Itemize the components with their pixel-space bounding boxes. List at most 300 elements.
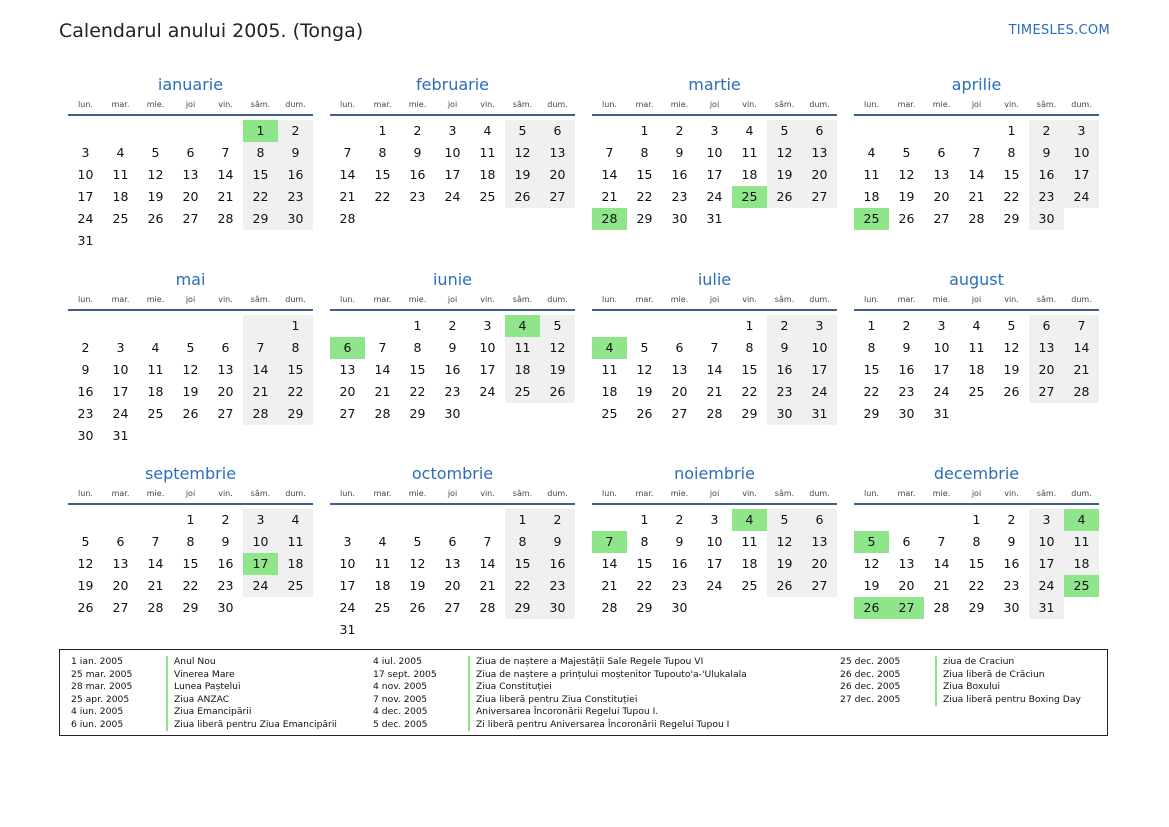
- day-cell[interactable]: 5: [81, 534, 90, 549]
- day-cell[interactable]: 1: [378, 123, 387, 138]
- day-cell[interactable]: 18: [374, 578, 391, 593]
- day-cell[interactable]: 27: [933, 211, 950, 226]
- day-cell[interactable]: 16: [540, 553, 575, 575]
- day-cell[interactable]: 27: [182, 211, 199, 226]
- day-cell[interactable]: 18: [278, 553, 313, 575]
- day-cell[interactable]: 10: [933, 340, 950, 355]
- day-cell[interactable]: 5: [1007, 318, 1016, 333]
- day-cell[interactable]: 22: [182, 578, 199, 593]
- day-cell[interactable]: 15: [636, 167, 653, 182]
- day-cell[interactable]: 2: [767, 315, 802, 337]
- day-cell[interactable]: 18: [968, 362, 985, 377]
- day-cell[interactable]: 7: [221, 145, 230, 160]
- day-cell[interactable]: 12: [77, 556, 94, 571]
- day-cell[interactable]: 9: [413, 145, 422, 160]
- day-cell[interactable]: 15: [636, 556, 653, 571]
- day-cell[interactable]: 9: [448, 340, 457, 355]
- day-cell[interactable]: 23: [217, 578, 234, 593]
- day-cell[interactable]: 18: [505, 359, 540, 381]
- day-cell[interactable]: 14: [479, 556, 496, 571]
- day-cell[interactable]: 23: [1029, 186, 1064, 208]
- day-cell[interactable]: 1: [1007, 123, 1016, 138]
- day-cell[interactable]: 26: [767, 186, 802, 208]
- day-cell[interactable]: 9: [675, 534, 684, 549]
- day-cell[interactable]: 19: [540, 359, 575, 381]
- day-cell[interactable]: 22: [636, 189, 653, 204]
- day-cell[interactable]: 16: [444, 362, 461, 377]
- day-cell[interactable]: 21: [217, 189, 234, 204]
- day-cell[interactable]: 26: [767, 575, 802, 597]
- day-cell[interactable]: 22: [1003, 189, 1020, 204]
- day-cell[interactable]: 13: [444, 556, 461, 571]
- day-cell[interactable]: 26: [854, 597, 889, 619]
- day-cell[interactable]: 15: [505, 553, 540, 575]
- day-cell[interactable]: 14: [243, 359, 278, 381]
- day-cell[interactable]: 20: [1029, 359, 1064, 381]
- day-cell[interactable]: 25: [505, 381, 540, 403]
- day-cell[interactable]: 23: [898, 384, 915, 399]
- day-cell[interactable]: 20: [444, 578, 461, 593]
- day-cell[interactable]: 28: [933, 600, 950, 615]
- day-cell[interactable]: 3: [116, 340, 125, 355]
- day-cell[interactable]: 29: [863, 406, 880, 421]
- day-cell[interactable]: 14: [217, 167, 234, 182]
- day-cell[interactable]: 12: [767, 531, 802, 553]
- day-cell[interactable]: 26: [77, 600, 94, 615]
- day-cell[interactable]: 26: [1003, 384, 1020, 399]
- day-cell[interactable]: 9: [221, 534, 230, 549]
- day-cell[interactable]: 13: [1029, 337, 1064, 359]
- day-cell[interactable]: 20: [933, 189, 950, 204]
- day-cell[interactable]: 22: [863, 384, 880, 399]
- day-cell[interactable]: 4: [378, 534, 387, 549]
- day-cell[interactable]: 9: [278, 142, 313, 164]
- day-cell[interactable]: 26: [636, 406, 653, 421]
- day-cell[interactable]: 15: [182, 556, 199, 571]
- day-cell[interactable]: 23: [671, 189, 688, 204]
- day-cell[interactable]: 28: [601, 600, 618, 615]
- day-cell[interactable]: 20: [802, 164, 837, 186]
- day-cell[interactable]: 31: [706, 211, 723, 226]
- day-cell[interactable]: 16: [898, 362, 915, 377]
- day-cell[interactable]: 22: [409, 384, 426, 399]
- day-cell[interactable]: 23: [278, 186, 313, 208]
- day-cell[interactable]: 12: [863, 556, 880, 571]
- day-cell[interactable]: 26: [898, 211, 915, 226]
- day-cell[interactable]: 20: [339, 384, 356, 399]
- brand-link[interactable]: TIMESLES.COM: [1008, 23, 1110, 38]
- day-cell[interactable]: 24: [339, 600, 356, 615]
- day-cell[interactable]: 25: [732, 186, 767, 208]
- day-cell[interactable]: 3: [243, 509, 278, 531]
- day-cell[interactable]: 1: [186, 512, 195, 527]
- day-cell[interactable]: 9: [675, 145, 684, 160]
- day-cell[interactable]: 17: [706, 556, 723, 571]
- day-cell[interactable]: 14: [968, 167, 985, 182]
- day-cell[interactable]: 4: [151, 340, 160, 355]
- day-cell[interactable]: 19: [767, 553, 802, 575]
- day-cell[interactable]: 6: [937, 145, 946, 160]
- day-cell[interactable]: 11: [505, 337, 540, 359]
- day-cell[interactable]: 13: [671, 362, 688, 377]
- day-cell[interactable]: 3: [802, 315, 837, 337]
- day-cell[interactable]: 24: [1064, 186, 1099, 208]
- day-cell[interactable]: 27: [540, 186, 575, 208]
- day-cell[interactable]: 13: [933, 167, 950, 182]
- day-cell[interactable]: 23: [1003, 578, 1020, 593]
- day-cell[interactable]: 18: [741, 556, 758, 571]
- day-cell[interactable]: 17: [339, 578, 356, 593]
- day-cell[interactable]: 19: [898, 189, 915, 204]
- day-cell[interactable]: 17: [444, 167, 461, 182]
- day-cell[interactable]: 17: [77, 189, 94, 204]
- day-cell[interactable]: 14: [601, 167, 618, 182]
- day-cell[interactable]: 14: [374, 362, 391, 377]
- day-cell[interactable]: 12: [505, 142, 540, 164]
- day-cell[interactable]: 31: [802, 403, 837, 425]
- day-cell[interactable]: 26: [182, 406, 199, 421]
- day-cell[interactable]: 9: [540, 531, 575, 553]
- day-cell[interactable]: 8: [867, 340, 876, 355]
- day-cell[interactable]: 3: [448, 123, 457, 138]
- day-cell[interactable]: 25: [147, 406, 164, 421]
- day-cell[interactable]: 10: [479, 340, 496, 355]
- day-cell[interactable]: 25: [854, 208, 889, 230]
- day-cell[interactable]: 18: [863, 189, 880, 204]
- day-cell[interactable]: 3: [81, 145, 90, 160]
- day-cell[interactable]: 19: [77, 578, 94, 593]
- day-cell[interactable]: 15: [1003, 167, 1020, 182]
- day-cell[interactable]: 31: [112, 428, 129, 443]
- day-cell[interactable]: 17: [243, 553, 278, 575]
- day-cell[interactable]: 24: [77, 211, 94, 226]
- day-cell[interactable]: 16: [409, 167, 426, 182]
- day-cell[interactable]: 23: [540, 575, 575, 597]
- day-cell[interactable]: 28: [374, 406, 391, 421]
- day-cell[interactable]: 8: [243, 142, 278, 164]
- day-cell[interactable]: 13: [182, 167, 199, 182]
- day-cell[interactable]: 1: [640, 512, 649, 527]
- day-cell[interactable]: 16: [671, 167, 688, 182]
- day-cell[interactable]: 30: [278, 208, 313, 230]
- day-cell[interactable]: 25: [601, 406, 618, 421]
- day-cell[interactable]: 25: [374, 600, 391, 615]
- day-cell[interactable]: 30: [1003, 600, 1020, 615]
- day-cell[interactable]: 11: [1064, 531, 1099, 553]
- day-cell[interactable]: 17: [1064, 164, 1099, 186]
- day-cell[interactable]: 14: [339, 167, 356, 182]
- day-cell[interactable]: 3: [1029, 509, 1064, 531]
- day-cell[interactable]: 30: [77, 428, 94, 443]
- day-cell[interactable]: 20: [182, 189, 199, 204]
- day-cell[interactable]: 2: [448, 318, 457, 333]
- day-cell[interactable]: 11: [374, 556, 391, 571]
- day-cell[interactable]: 21: [706, 384, 723, 399]
- day-cell[interactable]: 19: [505, 164, 540, 186]
- day-cell[interactable]: 7: [378, 340, 387, 355]
- day-cell[interactable]: 22: [243, 186, 278, 208]
- day-cell[interactable]: 3: [710, 123, 719, 138]
- day-cell[interactable]: 31: [77, 233, 94, 248]
- day-cell[interactable]: 19: [1003, 362, 1020, 377]
- day-cell[interactable]: 6: [802, 509, 837, 531]
- day-cell[interactable]: 8: [413, 340, 422, 355]
- day-cell[interactable]: 10: [706, 145, 723, 160]
- day-cell[interactable]: 15: [374, 167, 391, 182]
- day-cell[interactable]: 17: [706, 167, 723, 182]
- day-cell[interactable]: 17: [112, 384, 129, 399]
- day-cell[interactable]: 27: [217, 406, 234, 421]
- day-cell[interactable]: 19: [147, 189, 164, 204]
- day-cell[interactable]: 12: [767, 142, 802, 164]
- day-cell[interactable]: 19: [182, 384, 199, 399]
- day-cell[interactable]: 2: [278, 120, 313, 142]
- day-cell[interactable]: 26: [540, 381, 575, 403]
- day-cell[interactable]: 21: [147, 578, 164, 593]
- day-cell[interactable]: 24: [802, 381, 837, 403]
- day-cell[interactable]: 9: [902, 340, 911, 355]
- day-cell[interactable]: 24: [706, 189, 723, 204]
- day-cell[interactable]: 3: [343, 534, 352, 549]
- day-cell[interactable]: 25: [1064, 575, 1099, 597]
- day-cell[interactable]: 23: [77, 406, 94, 421]
- day-cell[interactable]: 12: [147, 167, 164, 182]
- day-cell[interactable]: 30: [540, 597, 575, 619]
- day-cell[interactable]: 21: [601, 578, 618, 593]
- day-cell[interactable]: 12: [182, 362, 199, 377]
- day-cell[interactable]: 8: [972, 534, 981, 549]
- day-cell[interactable]: 5: [767, 509, 802, 531]
- day-cell[interactable]: 3: [937, 318, 946, 333]
- day-cell[interactable]: 6: [330, 337, 365, 359]
- day-cell[interactable]: 11: [278, 531, 313, 553]
- day-cell[interactable]: 2: [675, 123, 684, 138]
- day-cell[interactable]: 13: [802, 531, 837, 553]
- day-cell[interactable]: 25: [278, 575, 313, 597]
- day-cell[interactable]: 22: [741, 384, 758, 399]
- day-cell[interactable]: 1: [278, 315, 313, 337]
- day-cell[interactable]: 24: [706, 578, 723, 593]
- day-cell[interactable]: 21: [243, 381, 278, 403]
- day-cell[interactable]: 15: [278, 359, 313, 381]
- day-cell[interactable]: 25: [112, 211, 129, 226]
- day-cell[interactable]: 16: [1029, 164, 1064, 186]
- day-cell[interactable]: 29: [741, 406, 758, 421]
- day-cell[interactable]: 22: [968, 578, 985, 593]
- day-cell[interactable]: 6: [902, 534, 911, 549]
- day-cell[interactable]: 29: [636, 600, 653, 615]
- day-cell[interactable]: 1: [413, 318, 422, 333]
- day-cell[interactable]: 23: [671, 578, 688, 593]
- day-cell[interactable]: 23: [444, 384, 461, 399]
- day-cell[interactable]: 27: [889, 597, 924, 619]
- day-cell[interactable]: 5: [767, 120, 802, 142]
- day-cell[interactable]: 23: [409, 189, 426, 204]
- day-cell[interactable]: 4: [592, 337, 627, 359]
- day-cell[interactable]: 18: [112, 189, 129, 204]
- day-cell[interactable]: 25: [479, 189, 496, 204]
- day-cell[interactable]: 18: [1064, 553, 1099, 575]
- day-cell[interactable]: 4: [505, 315, 540, 337]
- day-cell[interactable]: 8: [640, 145, 649, 160]
- day-cell[interactable]: 30: [1029, 208, 1064, 230]
- day-cell[interactable]: 29: [182, 600, 199, 615]
- day-cell[interactable]: 20: [802, 553, 837, 575]
- day-cell[interactable]: 11: [147, 362, 164, 377]
- day-cell[interactable]: 20: [898, 578, 915, 593]
- day-cell[interactable]: 6: [186, 145, 195, 160]
- day-cell[interactable]: 10: [1029, 531, 1064, 553]
- day-cell[interactable]: 4: [116, 145, 125, 160]
- day-cell[interactable]: 4: [1064, 509, 1099, 531]
- day-cell[interactable]: 25: [741, 578, 758, 593]
- day-cell[interactable]: 13: [217, 362, 234, 377]
- day-cell[interactable]: 13: [339, 362, 356, 377]
- day-cell[interactable]: 2: [413, 123, 422, 138]
- day-cell[interactable]: 10: [339, 556, 356, 571]
- day-cell[interactable]: 18: [741, 167, 758, 182]
- day-cell[interactable]: 10: [1064, 142, 1099, 164]
- day-cell[interactable]: 19: [636, 384, 653, 399]
- day-cell[interactable]: 31: [339, 622, 356, 637]
- day-cell[interactable]: 28: [1064, 381, 1099, 403]
- day-cell[interactable]: 29: [636, 211, 653, 226]
- day-cell[interactable]: 22: [636, 578, 653, 593]
- day-cell[interactable]: 29: [505, 597, 540, 619]
- day-cell[interactable]: 13: [802, 142, 837, 164]
- day-cell[interactable]: 24: [1029, 575, 1064, 597]
- day-cell[interactable]: 24: [933, 384, 950, 399]
- day-cell[interactable]: 28: [968, 211, 985, 226]
- day-cell[interactable]: 12: [898, 167, 915, 182]
- day-cell[interactable]: 28: [339, 211, 356, 226]
- day-cell[interactable]: 9: [1007, 534, 1016, 549]
- day-cell[interactable]: 8: [278, 337, 313, 359]
- day-cell[interactable]: 2: [540, 509, 575, 531]
- day-cell[interactable]: 9: [1029, 142, 1064, 164]
- day-cell[interactable]: 8: [745, 340, 754, 355]
- day-cell[interactable]: 1: [867, 318, 876, 333]
- day-cell[interactable]: 30: [767, 403, 802, 425]
- day-cell[interactable]: 11: [863, 167, 880, 182]
- day-cell[interactable]: 7: [343, 145, 352, 160]
- day-cell[interactable]: 1: [972, 512, 981, 527]
- day-cell[interactable]: 3: [483, 318, 492, 333]
- day-cell[interactable]: 28: [706, 406, 723, 421]
- day-cell[interactable]: 7: [937, 534, 946, 549]
- day-cell[interactable]: 24: [444, 189, 461, 204]
- day-cell[interactable]: 26: [409, 600, 426, 615]
- day-cell[interactable]: 5: [540, 315, 575, 337]
- day-cell[interactable]: 21: [601, 189, 618, 204]
- day-cell[interactable]: 30: [217, 600, 234, 615]
- day-cell[interactable]: 7: [243, 337, 278, 359]
- day-cell[interactable]: 15: [243, 164, 278, 186]
- day-cell[interactable]: 10: [243, 531, 278, 553]
- day-cell[interactable]: 6: [116, 534, 125, 549]
- day-cell[interactable]: 19: [409, 578, 426, 593]
- day-cell[interactable]: 6: [448, 534, 457, 549]
- day-cell[interactable]: 14: [147, 556, 164, 571]
- day-cell[interactable]: 5: [902, 145, 911, 160]
- day-cell[interactable]: 21: [339, 189, 356, 204]
- day-cell[interactable]: 2: [1007, 512, 1016, 527]
- day-cell[interactable]: 6: [1029, 315, 1064, 337]
- day-cell[interactable]: 11: [601, 362, 618, 377]
- day-cell[interactable]: 20: [112, 578, 129, 593]
- day-cell[interactable]: 16: [217, 556, 234, 571]
- day-cell[interactable]: 27: [112, 600, 129, 615]
- day-cell[interactable]: 29: [243, 208, 278, 230]
- day-cell[interactable]: 18: [147, 384, 164, 399]
- day-cell[interactable]: 24: [479, 384, 496, 399]
- day-cell[interactable]: 21: [1064, 359, 1099, 381]
- day-cell[interactable]: 10: [802, 337, 837, 359]
- day-cell[interactable]: 4: [278, 509, 313, 531]
- day-cell[interactable]: 9: [767, 337, 802, 359]
- day-cell[interactable]: 20: [540, 164, 575, 186]
- day-cell[interactable]: 29: [278, 403, 313, 425]
- day-cell[interactable]: 5: [505, 120, 540, 142]
- day-cell[interactable]: 2: [81, 340, 90, 355]
- day-cell[interactable]: 4: [972, 318, 981, 333]
- day-cell[interactable]: 12: [636, 362, 653, 377]
- day-cell[interactable]: 9: [81, 362, 90, 377]
- day-cell[interactable]: 11: [741, 145, 758, 160]
- day-cell[interactable]: 8: [1007, 145, 1016, 160]
- day-cell[interactable]: 27: [802, 575, 837, 597]
- day-cell[interactable]: 22: [505, 575, 540, 597]
- day-cell[interactable]: 13: [540, 142, 575, 164]
- day-cell[interactable]: 6: [802, 120, 837, 142]
- day-cell[interactable]: 11: [741, 534, 758, 549]
- day-cell[interactable]: 5: [413, 534, 422, 549]
- day-cell[interactable]: 14: [601, 556, 618, 571]
- day-cell[interactable]: 25: [968, 384, 985, 399]
- day-cell[interactable]: 18: [479, 167, 496, 182]
- day-cell[interactable]: 12: [1003, 340, 1020, 355]
- day-cell[interactable]: 10: [444, 145, 461, 160]
- day-cell[interactable]: 5: [640, 340, 649, 355]
- day-cell[interactable]: 28: [479, 600, 496, 615]
- day-cell[interactable]: 7: [972, 145, 981, 160]
- day-cell[interactable]: 24: [112, 406, 129, 421]
- day-cell[interactable]: 17: [479, 362, 496, 377]
- day-cell[interactable]: 6: [221, 340, 230, 355]
- day-cell[interactable]: 30: [444, 406, 461, 421]
- day-cell[interactable]: 17: [802, 359, 837, 381]
- day-cell[interactable]: 3: [710, 512, 719, 527]
- day-cell[interactable]: 26: [505, 186, 540, 208]
- day-cell[interactable]: 30: [898, 406, 915, 421]
- day-cell[interactable]: 15: [409, 362, 426, 377]
- day-cell[interactable]: 29: [1003, 211, 1020, 226]
- day-cell[interactable]: 10: [77, 167, 94, 182]
- day-cell[interactable]: 4: [483, 123, 492, 138]
- day-cell[interactable]: 16: [671, 556, 688, 571]
- day-cell[interactable]: 29: [968, 600, 985, 615]
- day-cell[interactable]: 28: [592, 208, 627, 230]
- day-cell[interactable]: 8: [378, 145, 387, 160]
- day-cell[interactable]: 7: [592, 531, 627, 553]
- day-cell[interactable]: 15: [741, 362, 758, 377]
- day-cell[interactable]: 12: [540, 337, 575, 359]
- day-cell[interactable]: 1: [243, 120, 278, 142]
- day-cell[interactable]: 20: [217, 384, 234, 399]
- day-cell[interactable]: 29: [409, 406, 426, 421]
- day-cell[interactable]: 5: [854, 531, 889, 553]
- day-cell[interactable]: 31: [1029, 597, 1064, 619]
